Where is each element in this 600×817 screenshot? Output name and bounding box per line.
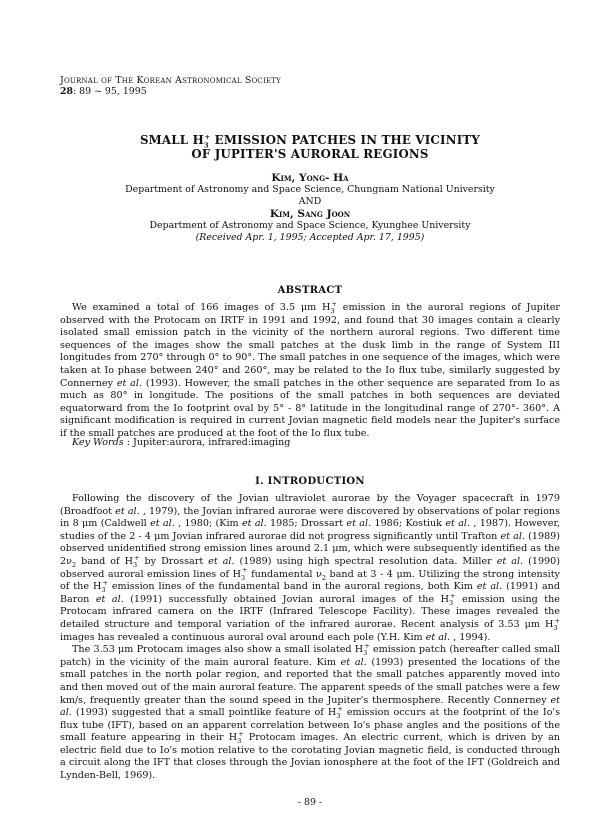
abstract-body <box>60 299 561 441</box>
superscript: + <box>364 641 370 650</box>
author-name-1: Kim, Yong- Ha <box>271 172 349 184</box>
text-run: band of H <box>76 555 133 567</box>
text-run: , 1987). However, studies of the 2 - 4 μm Jovian infrared aurorae did not progress significantly until Trafton <box>60 518 561 542</box>
superscript: + <box>450 591 456 600</box>
et-al: et al. <box>346 518 372 530</box>
superscript: + <box>204 133 211 142</box>
et-al: et al. <box>95 593 124 605</box>
introduction-body <box>60 493 560 783</box>
subscript: 2 <box>321 573 327 582</box>
superscript: + <box>337 704 343 713</box>
et-al: et al. <box>425 631 451 643</box>
et-al: et al. <box>115 505 140 517</box>
keywords <box>72 437 290 450</box>
text-run: , 1980; (Kim <box>174 518 242 530</box>
et-al: et al. <box>241 518 267 530</box>
et-al: et al. <box>445 518 471 530</box>
text-run: (1989) observed unidentified strong emission lines around 2.1 μm, which were subsequently identified as the 2ν <box>60 530 561 567</box>
subscript: 3 <box>203 141 209 150</box>
introduction-heading: I. INTRODUCTION <box>255 476 365 487</box>
superscript: + <box>102 578 108 587</box>
text-run: (1991) and Baron <box>60 581 561 605</box>
subscript: 3 <box>336 712 341 720</box>
journal-volume-line <box>60 86 281 97</box>
journal-name: Journal of The Korean Astronomical Society <box>60 75 281 86</box>
paper-page <box>60 0 560 817</box>
subscript: 3 <box>241 573 246 582</box>
keywords-label: Key Words <box>72 437 124 448</box>
text-run: emission patch (hereafter called small patch) in the vicinity of the main auroral feature. Kim <box>60 644 560 668</box>
text-run: (1993) presented the locations of the small patches in the north polar region, and reported that the small patches apparently moved into and then moved out of the main auroral feature. The apparent speeds of the small patches were a few km/s, frequently greater than the sound speed in the Jupiter's thermosphere. Recently Connerney <box>60 656 561 706</box>
et-al: et al. <box>496 555 524 567</box>
journal-header <box>60 75 281 97</box>
abstract-heading: ABSTRACT <box>277 285 343 296</box>
et-al: et al. <box>340 656 367 668</box>
text-run: (1989) using high spectral resolution data. Miller <box>234 555 497 567</box>
text-run: The 3.53 μm Protocam images also show a small isolated H <box>72 644 364 656</box>
text-run: (1993) suggested that a small pointlike feature of H <box>71 707 337 719</box>
text-run: (1991) successfully obtained Jovian auroral images of the H <box>123 593 449 605</box>
text-run: , 1979), the Jovian infrared aurorae were discovered by observations of polar regions in 8 μm (Caldwell <box>60 505 560 530</box>
subscript: 3 <box>132 560 138 569</box>
text-run: 1985; Drossart <box>266 518 347 530</box>
et-al: et al. <box>150 518 175 530</box>
author-name-2: Kim, Sang Joon <box>269 208 351 220</box>
abstract-paragraph <box>60 299 561 441</box>
text-run: emission lines of the fundamental band in the auroral regions, both Kim <box>107 581 477 593</box>
et-al: et al. <box>208 555 235 567</box>
text-run: (1993). However, the small patches in the other sequence are separated from Io as much as 80° in longitude. The positions of the small patches in both sequences are deviated equatorward from the Io footprint oval by 5° - 8° latitude in the longitudinal range of 270°- 360°. A significant modification is required in current Jovian magnetic field models near the Jupiter's surface if the small patches are produced at the foot of the Io flux tube. <box>60 377 560 439</box>
superscript: + <box>331 299 337 308</box>
keywords-value: : Jupiter:aurora, infrared:imaging <box>123 437 291 448</box>
superscript: + <box>242 566 248 575</box>
text-run: fundamental ν <box>247 568 322 580</box>
page-number: - 89 - <box>297 797 323 808</box>
superscript: + <box>238 730 244 739</box>
subscript: 3 <box>101 586 106 595</box>
text-run: band at 3 - 4 μm. Utilizing the strong intensity of the H <box>60 568 560 593</box>
intro-paragraph-1 <box>60 493 560 644</box>
title-line-2: OF JUPITER'S AURORAL REGIONS <box>191 147 429 162</box>
text-run: emission occurs at the footprint of the Io's flux tube (IFT), based on an apparent correlation between Io's phase angles and the positions of the small feature appearing in their H <box>60 707 560 744</box>
subscript: 2 <box>71 560 77 569</box>
and-separator: AND <box>298 196 322 207</box>
et-al: et al. <box>500 530 525 542</box>
title-text-a: SMALL H <box>139 133 204 147</box>
text-run: , 1994). <box>450 631 491 643</box>
superscript: + <box>134 553 140 562</box>
text-run: emission in the auroral regions of Jupiter observed with the Protocam on IRTF in 1991 and 1992, and found that 30 images contain a clearly isolated small emission patch in the vicinity of the northern auroral regions. Two different time sequences of the images show the small patches at the dusk limb in the range of System III longitudes from 270° through 0° to 90°. The small patches in one sequence of the images, which were taken at Io phase between 240° and 260°, may be related to the Io flux tube, similarly suggested by Connerney <box>60 302 561 389</box>
et-al: et al. <box>60 694 560 719</box>
et-al: et al. <box>476 581 503 593</box>
journal-volume: 28 <box>60 86 74 97</box>
text-run: 1986; Kostiuk <box>371 518 446 530</box>
subscript: 3 <box>448 598 454 607</box>
superscript: + <box>554 616 560 625</box>
subscript: 3 <box>363 649 368 658</box>
affiliation-1: Department of Astronomy and Space Science, Chungnam National University <box>125 184 495 195</box>
text-run: Protocam images. An electric current, which is driven by an electric field due to Io's motion relative to the corotating Jovian magnetic field, is conducted through a circuit along the IFT that closes through the Jovian ionosphere at the foot of the IFT (Goldreich and Lynden-Bell, 1969). <box>60 732 560 782</box>
text-run: emission using the Protocam infrared camera on the IRTF (Infrared Telescope Facility). These images revealed the detailed structure and temporal variation of the infrared aurorae. Recent analysis of 3.53 μm H <box>60 593 560 630</box>
text-run: images has revealed a continuous auroral oval around each pole (Y.H. Kim <box>60 631 426 643</box>
subscript: 3 <box>237 737 242 746</box>
text-run: Following the discovery of the Jovian ultraviolet aurorae by the Voyager spacecraft in 1979 (Broadfoot <box>60 493 560 517</box>
subscript: 3 <box>330 306 335 315</box>
title-text-b: EMISSION PATCHES IN THE VICINITY <box>210 133 481 147</box>
affiliation-2: Department of Astronomy and Space Science, Kyunghee University <box>149 220 471 231</box>
received-dates: (Received Apr. 1, 1995; Accepted Apr. 17, 1995) <box>195 232 425 243</box>
text-run: by Drossart <box>139 555 209 567</box>
paper-title <box>60 133 560 161</box>
intro-paragraph-2 <box>60 641 561 783</box>
text-run: (1990) observed auroral emission lines of H <box>60 555 560 580</box>
journal-pages: : 89 ~ 95, 1995 <box>73 86 147 97</box>
title-line-1 <box>60 133 560 150</box>
text-run: We examined a total of 166 images of 3.5 μm H <box>72 302 331 313</box>
subscript: 3 <box>553 623 558 632</box>
et-al: et al. <box>116 377 143 389</box>
author-block <box>60 172 560 244</box>
